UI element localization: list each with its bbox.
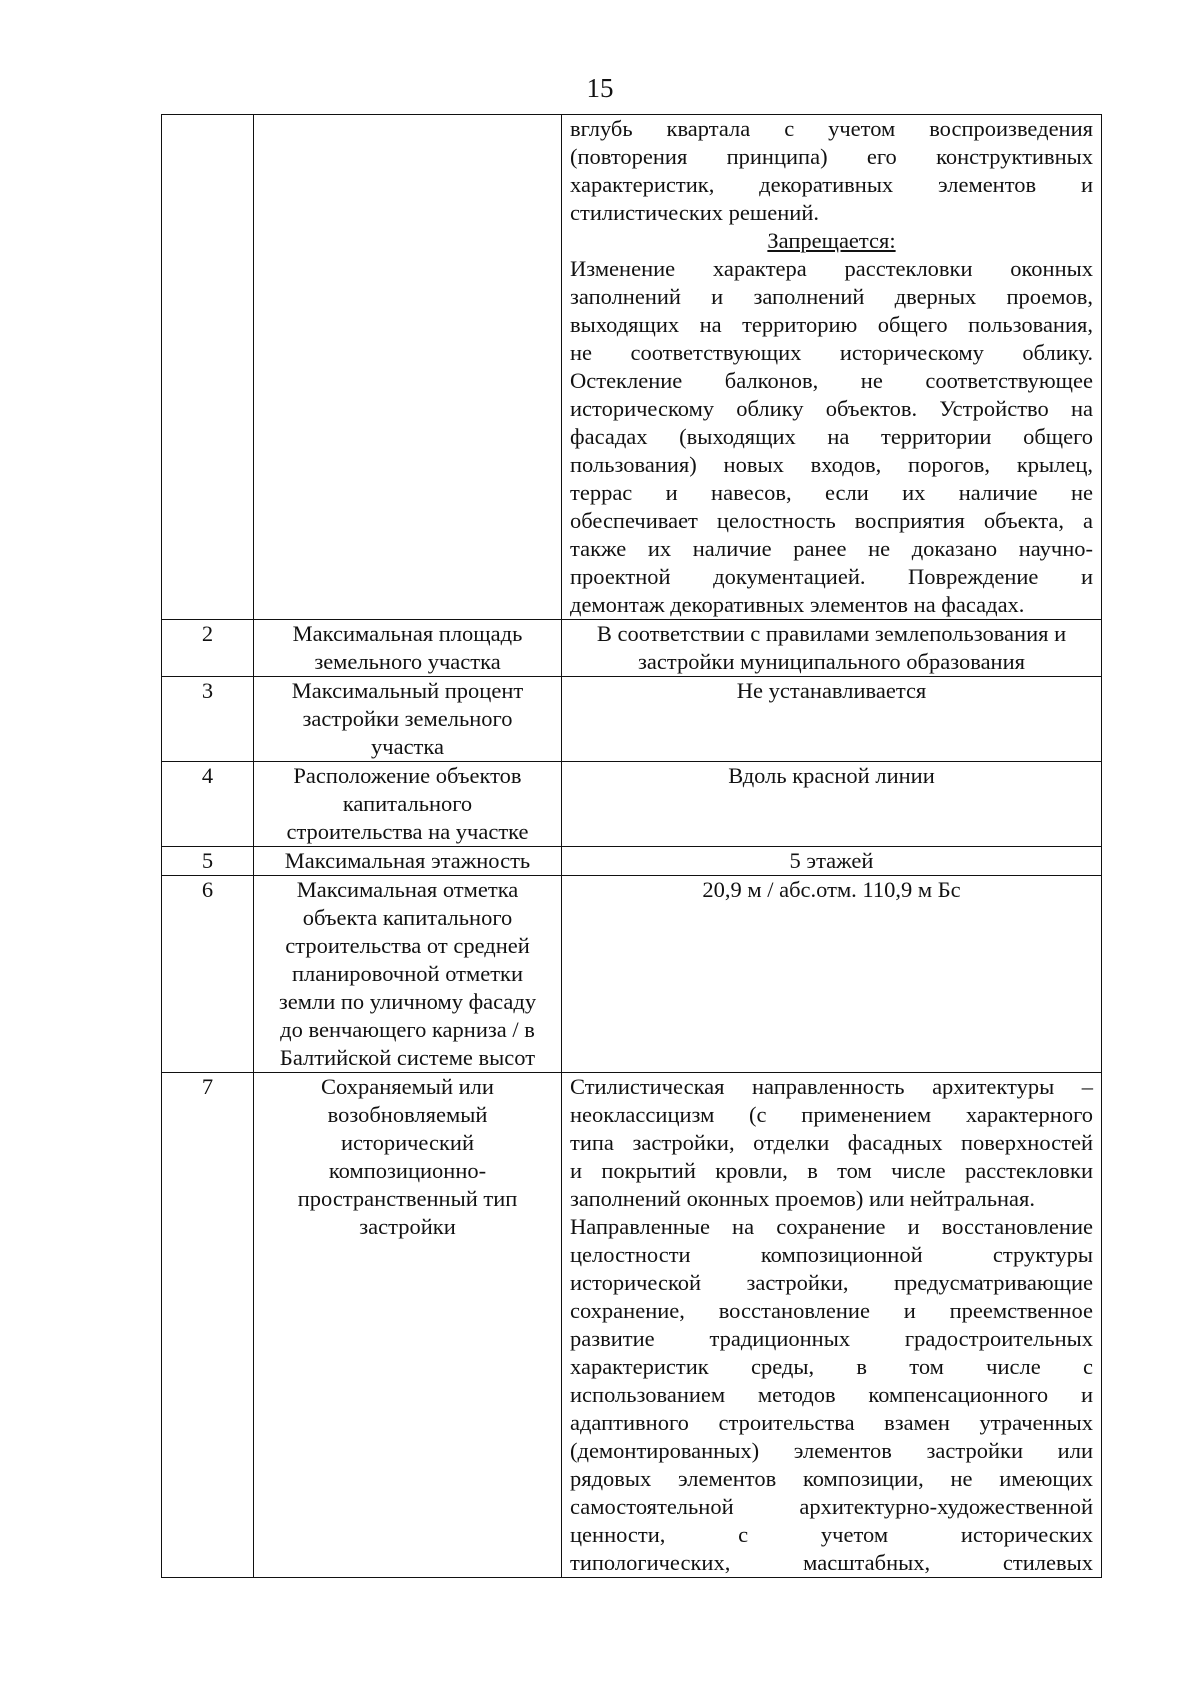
text-line: Вдоль красной линии <box>728 763 935 788</box>
text-line: типа застройки, отделки фасадных поверхностей <box>570 1130 1093 1155</box>
text-line: композиционно- <box>328 1158 487 1183</box>
table-row <box>162 620 1102 677</box>
text-line: Максимальная этажность <box>284 848 531 873</box>
text-line: целостности композиционной структуры <box>570 1242 1093 1267</box>
text-line: строительства на участке <box>286 819 529 844</box>
row-parameter <box>254 677 562 762</box>
text-line: Балтийской системе высот <box>279 1045 536 1070</box>
table-row <box>162 677 1102 762</box>
text-line: 20,9 м / абс.отм. 110,9 м Бс <box>702 877 961 902</box>
text-line: Расположение объектов <box>293 763 522 788</box>
text-line: обеспечивает целостность восприятия объекта, а <box>570 508 1093 533</box>
text-line: проектной документацией. Повреждение и <box>570 564 1093 589</box>
row-value <box>562 762 1102 847</box>
table-row <box>162 1073 1102 1578</box>
text-line: самостоятельной архитектурно-художественной <box>570 1494 1093 1519</box>
text-line: сохранение, восстановление и преемственное <box>570 1298 1093 1323</box>
text-line: В соответствии с правилами землепользования и <box>596 621 1067 646</box>
text-line: пространственный тип <box>297 1186 518 1211</box>
text-line: земельного участка <box>314 649 501 674</box>
prohibited-heading: Запрещается: <box>767 228 896 253</box>
text-line: заполнений оконных проемов) или нейтральная. <box>570 1186 1036 1211</box>
text-line: фасадах (выходящих на территории общего <box>570 424 1093 449</box>
text-line: историческому облику объектов. Устройство на <box>570 396 1093 421</box>
row-parameter <box>254 762 562 847</box>
text-line: заполнений и заполнений дверных проемов, <box>570 284 1093 309</box>
row-number: 5 <box>162 847 254 876</box>
text-line: выходящих на территорию общего пользования, <box>570 312 1093 337</box>
text-line: террас и навесов, если их наличие не <box>570 480 1093 505</box>
text-line: адаптивного строительства взамен утраченных <box>570 1410 1093 1435</box>
row-parameter <box>254 1073 562 1578</box>
table-row-1-continued <box>162 115 1102 620</box>
row-value <box>562 1073 1102 1578</box>
row-number: 7 <box>162 1073 254 1578</box>
table-row <box>162 847 1102 876</box>
text-line: Остекление балконов, не соответствующее <box>570 368 1093 393</box>
text-line: также их наличие ранее не доказано научно- <box>570 536 1093 561</box>
intro-text <box>570 115 1093 227</box>
text-line: (демонтированных) элементов застройки или <box>570 1438 1093 1463</box>
text-line: застройки земельного <box>302 706 513 731</box>
row-value <box>562 847 1102 876</box>
text-line: исторический <box>341 1130 474 1155</box>
text-line: 5 этажей <box>789 848 874 873</box>
preservation-paragraph <box>570 1213 1093 1577</box>
table-row <box>162 876 1102 1073</box>
text-line: Стилистическая направленность архитектуры – <box>570 1074 1093 1099</box>
table-row <box>162 762 1102 847</box>
text-line: Сохраняемый или <box>321 1074 494 1099</box>
text-line: стилистических решений. <box>570 200 819 225</box>
row-number <box>162 115 254 620</box>
row-parameter <box>254 847 562 876</box>
style-paragraph <box>570 1073 1093 1213</box>
text-line: Направленные на сохранение и восстановление <box>570 1214 1093 1239</box>
text-line: демонтаж декоративных элементов на фасадах. <box>570 592 1025 617</box>
text-line: неоклассицизм (с применением характерного <box>570 1102 1093 1127</box>
text-line: ценности, с учетом исторических <box>570 1522 1093 1547</box>
text-line: Максимальная площадь <box>292 621 523 646</box>
text-line: объекта капитального <box>302 905 513 930</box>
text-line: Максимальный процент <box>291 678 524 703</box>
row-parameter <box>254 115 562 620</box>
text-line: исторической застройки, предусматривающие <box>570 1270 1093 1295</box>
row-number: 2 <box>162 620 254 677</box>
text-line: развитие традиционных градостроительных <box>570 1326 1093 1351</box>
page-number: 15 <box>586 73 614 103</box>
text-line: Изменение характера расстекловки оконных <box>570 256 1093 281</box>
text-line: вглубь квартала с учетом воспроизведения <box>570 116 1093 141</box>
text-line: пользования) новых входов, порогов, крылец, <box>570 452 1093 477</box>
text-line: не соответствующих историческому облику. <box>570 340 1093 365</box>
text-line: и покрытий кровли, в том числе расстекловки <box>570 1158 1093 1183</box>
text-line: возобновляемый <box>327 1102 488 1127</box>
row-parameter <box>254 876 562 1073</box>
row-value <box>562 876 1102 1073</box>
text-line: типологических, масштабных, стилевых <box>570 1550 1093 1575</box>
text-line: характеристик, декоративных элементов и <box>570 172 1093 197</box>
row-number: 6 <box>162 876 254 1073</box>
text-line: строительства от средней <box>285 933 530 958</box>
row-parameter <box>254 620 562 677</box>
row-value <box>562 677 1102 762</box>
row-value <box>562 115 1102 620</box>
text-line: планировочной отметки <box>291 961 524 986</box>
text-line: характеристик среды, в том числе с <box>570 1354 1093 1379</box>
text-line: рядовых элементов композиции, не имеющих <box>570 1466 1093 1491</box>
row-value <box>562 620 1102 677</box>
text-line: капитального <box>342 791 473 816</box>
prohibited-text <box>570 255 1093 619</box>
text-line: участка <box>371 734 444 759</box>
text-line: застройки <box>359 1214 456 1239</box>
text-line: Не устанавливается <box>736 678 927 703</box>
row-number: 4 <box>162 762 254 847</box>
regulations-table <box>161 114 1102 1578</box>
text-line: использованием методов компенсационного и <box>570 1382 1093 1407</box>
text-line: (повторения принципа) его конструктивных <box>570 144 1093 169</box>
text-line: Максимальная отметка <box>296 877 519 902</box>
text-line: застройки муниципального образования <box>638 649 1025 674</box>
row-number: 3 <box>162 677 254 762</box>
text-line: земли по уличному фасаду <box>278 989 537 1014</box>
text-line: до венчающего карниза / в <box>280 1017 535 1042</box>
